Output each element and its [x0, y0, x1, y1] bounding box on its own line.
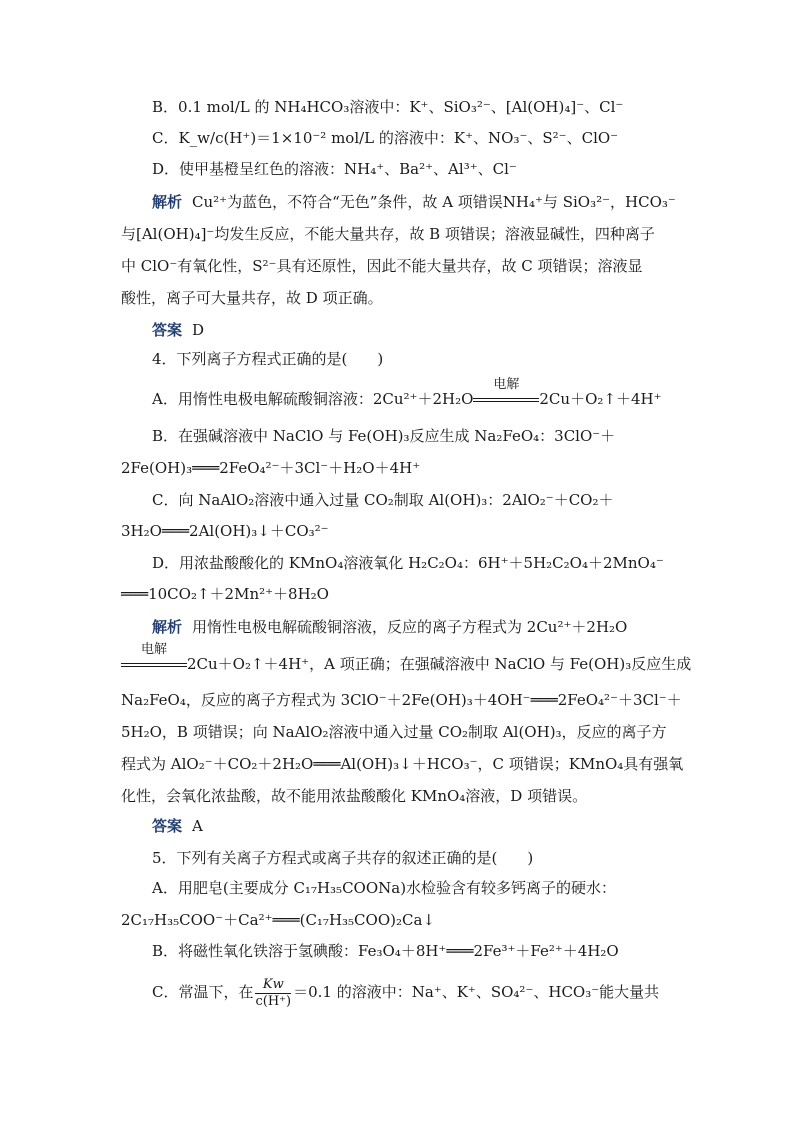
q3-analysis-line-1: 解析 Cu²⁺为蓝色，不符合“无色”条件，故 A 项错误NH₄⁺与 SiO₃²⁻，HCO₃⁻: [152, 193, 676, 211]
q4-answer-value: A: [192, 817, 203, 835]
q3-answer-value: D: [192, 321, 205, 339]
q4-option-d-line-1: D．用浓盐酸酸化的 KMnO₄溶液氧化 H₂C₂O₄：6H⁺＋5H₂C₂O₄＋2MnO₄⁻: [152, 554, 664, 572]
q3-analysis-line-3: 中 ClO⁻有氧化性，S²⁻具有还原性，因此不能大量共存，故 C 项错误；溶液显: [121, 257, 643, 275]
q4-option-d-line-2: ═══10CO₂↑＋2Mn²⁺＋8H₂O: [121, 585, 329, 603]
q4-stem: 4．下列离子方程式正确的是( ): [152, 350, 384, 368]
q4-option-b-line-1: B．在强碱溶液中 NaClO 与 Fe(OH)₃反应生成 Na₂FeO₄：3ClO⁻＋: [152, 427, 616, 445]
q4-option-a: A．用惰性电极电解硫酸铜溶液：2Cu²⁺＋2H₂O 电解 2Cu＋O₂↑＋4H⁺: [152, 377, 662, 408]
q4-option-c-line-2: 3H₂O═══2Al(OH)₃↓＋CO₃²⁻: [121, 522, 329, 540]
q3-answer-label: 答案: [152, 321, 183, 339]
q4-option-b-line-2: 2Fe(OH)₃═══2FeO₄²⁻＋3Cl⁻＋H₂O＋4H⁺: [121, 459, 421, 477]
q3-option-d: D．使甲基橙呈红色的溶液：NH₄⁺、Ba²⁺、Al³⁺、Cl⁻: [152, 160, 517, 178]
kw-fraction: $\frac{Kw}{c(H^+)}$: [255, 976, 292, 1009]
q3-analysis-line-2: 与[Al(OH)₄]⁻均发生反应，不能大量共存，故 B 项错误；溶液显碱性，四种离子: [121, 225, 655, 243]
q3-option-c: C．K_w/c(H⁺)＝1×10⁻² mol/L 的溶液中：K⁺、NO₃⁻、S²⁻、ClO⁻: [152, 129, 619, 147]
q5-stem: 5．下列有关离子方程式或离子共存的叙述正确的是( ): [152, 849, 534, 867]
q5-option-b: B．将磁性氧化铁溶于氢碘酸：Fe₃O₄＋8H⁺═══2Fe³⁺＋Fe²⁺＋4H₂O: [152, 942, 619, 960]
q4-analysis-line-4: 5H₂O，B 项错误；向 NaAlO₂溶液中通入过量 CO₂制取 Al(OH)₃，反应的离子方: [121, 723, 667, 741]
q4-analysis-line-2: 电解 2Cu＋O₂↑＋4H⁺，A 项正确；在强碱溶液中 NaClO 与 Fe(OH)₃反应生成: [121, 654, 691, 674]
q3-analysis-label: 解析: [152, 193, 183, 211]
q4-analysis-line-3: Na₂FeO₄，反应的离子方程式为 3ClO⁻＋2Fe(OH)₃＋4OH⁻═══2FeO₄²⁻＋3Cl⁻＋: [121, 691, 682, 709]
q3-analysis-line-4: 酸性，离子可大量共存，故 D 项正确。: [121, 289, 383, 307]
q5-option-a-line-2: 2C₁₇H₃₅COO⁻＋Ca²⁺═══(C₁₇H₃₅COO)₂Ca↓: [121, 911, 435, 929]
q5-option-a-line-1: A．用肥皂(主要成分 C₁₇H₃₅COONa)水检验含有较多钙离子的硬水：: [152, 879, 617, 897]
q3-option-b: B．0.1 mol/L 的 NH₄HCO₃溶液中：K⁺、SiO₃²⁻、[Al(OH)₄]⁻、Cl⁻: [152, 98, 624, 116]
q4-option-c-line-1: C．向 NaAlO₂溶液中通入过量 CO₂制取 Al(OH)₃：2AlO₂⁻＋CO₂＋: [152, 491, 614, 509]
q5-option-c: C．常温下，在 $\frac{Kw}{c(H^+)}$ ＝0.1 的溶液中：Na⁺、K⁺、SO₄²⁻、HCO₃⁻能大量共: [152, 976, 660, 1009]
electrolysis-arrow: 电解: [121, 654, 187, 674]
q4-answer-label: 答案: [152, 817, 183, 835]
q4-analysis-label: 解析: [152, 618, 183, 636]
electrolysis-arrow: 电解: [473, 389, 539, 409]
q4-analysis-line-6: 化性，会氧化浓盐酸，故不能用浓盐酸酸化 KMnO₄溶液，D 项错误。: [121, 787, 588, 805]
q4-analysis-line-5: 程式为 AlO₂⁻＋CO₂＋2H₂O═══Al(OH)₃↓＋HCO₃⁻，C 项错误；KMnO₄具有强氧: [121, 755, 684, 773]
q4-analysis-line-1: 解析 用惰性电极电解硫酸铜溶液，反应的离子方程式为 2Cu²⁺＋2H₂O: [152, 618, 628, 636]
q4-answer: [152, 816, 203, 836]
q3-answer: [152, 320, 204, 340]
